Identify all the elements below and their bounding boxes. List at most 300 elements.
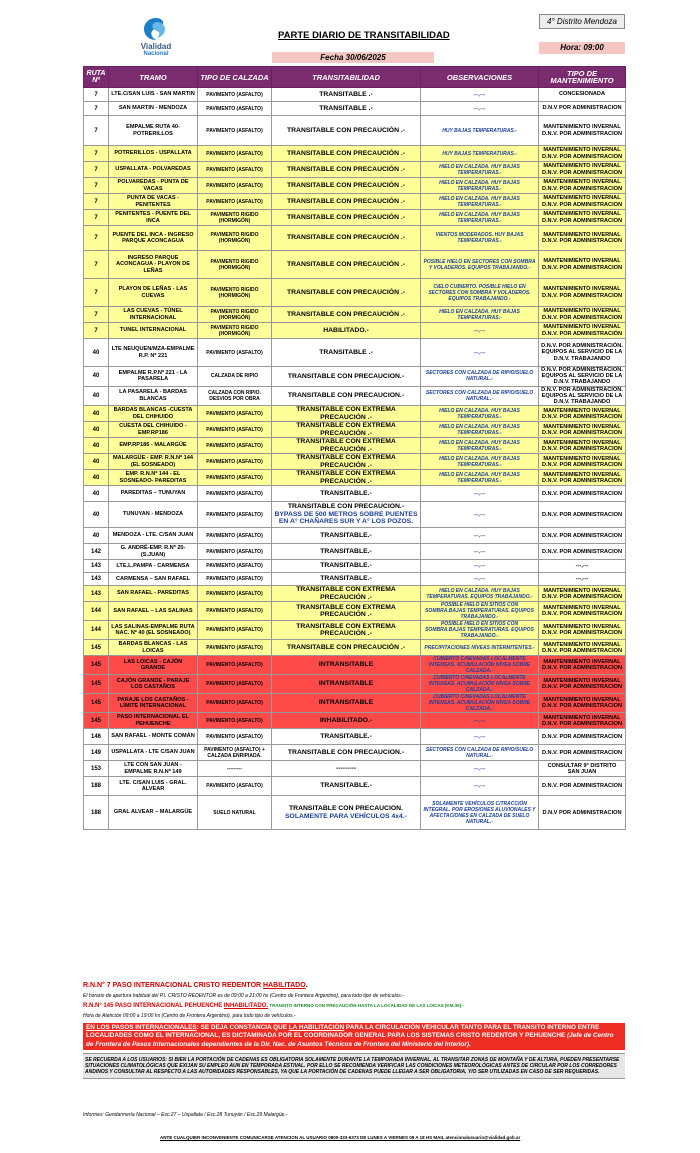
cell-transitabilidad-text: TRANSITABLE.- xyxy=(320,782,372,790)
cell-calzada xyxy=(198,502,272,528)
cell-transitabilidad xyxy=(272,729,421,745)
cell-calzada xyxy=(198,573,272,586)
cell-transitabilidad xyxy=(272,621,421,640)
cell-mantenimiento xyxy=(539,178,626,194)
cell-observaciones-text: ---,--- xyxy=(473,765,486,772)
cell-transitabilidad-text: TRANSITABLE CON EXTREMA PRECAUCIÓN .- xyxy=(296,454,396,469)
cell-mantenimiento-text: MANTENIMIENTO INVERNAL D.N.V. POR ADMINISTRACION xyxy=(541,471,623,484)
cell-observaciones-text: SECTORES CON CALZADA DE RIPIO/SUELO NATURAL.- xyxy=(425,389,534,402)
table-row xyxy=(84,323,626,339)
cell-tramo xyxy=(109,323,198,339)
cell-observaciones-text: HUY BAJAS TEMPERATURAS.- xyxy=(442,150,517,157)
cell-tramo-text: G. ANDRÉ-EMP. R.Nº 20-(S.JUAN) xyxy=(120,545,186,558)
cell-observaciones xyxy=(421,251,539,279)
cell-observaciones xyxy=(421,745,539,761)
cell-tramo xyxy=(109,146,198,162)
cell-calzada xyxy=(198,454,272,470)
cell-ruta xyxy=(84,162,109,178)
cell-tramo xyxy=(109,226,198,251)
cell-observaciones-text: ---,--- xyxy=(473,349,486,356)
cell-mantenimiento-text: D.N.V. POR ADMINISTRACION xyxy=(541,532,623,539)
cell-calzada-text: PAVIMENTO (ASFALTO) xyxy=(206,590,263,597)
column-header-tramo: TRAMO xyxy=(109,67,198,88)
transitability-table xyxy=(83,66,626,830)
cell-calzada-text: PAVIMENTO RIGIDO (HORMIGÓN) xyxy=(210,258,259,271)
cell-mantenimiento xyxy=(539,675,626,694)
cell-observaciones-text: ---,--- xyxy=(473,490,486,497)
international-passes-notice xyxy=(83,1023,625,1050)
cell-mantenimiento xyxy=(539,486,626,502)
cell-calzada-text: PAVIMENTO (ASFALTO) xyxy=(206,105,263,112)
cell-mantenimiento-text: MANTENIMIENTO INVERNAL D.N.V. POR ADMINISTRACION xyxy=(541,231,623,244)
cell-transitabilidad-text: TRANSITABLE CON PRECAUCION. xyxy=(289,805,403,813)
cell-calzada xyxy=(198,194,272,210)
cell-mantenimiento xyxy=(539,470,626,486)
cell-mantenimiento-text: MANTENIMIENTO INVERNAL D.N.V. POR ADMINISTRACION xyxy=(541,659,623,672)
cell-ruta xyxy=(84,307,109,323)
cell-mantenimiento-text: D.N.V POR ADMINISTRACION xyxy=(542,809,622,816)
district-label: 4° Distrito Mendoza xyxy=(539,14,625,29)
cell-observaciones xyxy=(421,528,539,544)
cell-transitabilidad-text: TRANSITABLE CON EXTREMA PRECAUCIÓN .- xyxy=(296,438,396,453)
cell-transitabilidad-text: TRANSITABLE CON PRECAUCIÓN .- xyxy=(286,260,406,268)
table-row xyxy=(84,422,626,438)
cell-tramo-text: SAN RAFAEL - PAREDITAS xyxy=(116,590,190,597)
note-status: INHABILITADO. xyxy=(223,1003,269,1009)
cell-calzada xyxy=(198,694,272,713)
cell-calzada xyxy=(198,796,272,830)
cell-ruta-text: 40 xyxy=(92,490,100,497)
cell-ruta xyxy=(84,486,109,502)
cell-tramo xyxy=(109,386,198,406)
cell-calzada-text: --------- xyxy=(227,765,242,772)
cell-mantenimiento xyxy=(539,339,626,367)
cell-tramo-text: CARMENSA – SAN RAFAEL xyxy=(115,575,191,582)
cell-transitabilidad xyxy=(272,745,421,761)
cell-tramo xyxy=(109,116,198,146)
cell-calzada xyxy=(198,251,272,279)
cell-transitabilidad xyxy=(272,386,421,406)
table-row xyxy=(84,226,626,251)
report-date: Fecha 30/06/2025 xyxy=(272,52,434,63)
cell-observaciones xyxy=(421,116,539,146)
cell-ruta xyxy=(84,251,109,279)
cell-observaciones-text: ---,--- xyxy=(473,548,486,555)
column-header-mantenimiento: TIPO DE MANTENIMIENTO xyxy=(539,67,626,88)
cell-ruta xyxy=(84,146,109,162)
cell-mantenimiento-text: D.N.V. POR ADMINISTRACION xyxy=(541,749,623,756)
cell-tramo-text: LTE NEUQUEN/MZA-EMPALME R.P. Nº 221 xyxy=(111,346,195,359)
column-header-transitabilidad: TRANSITABILIDAD xyxy=(272,67,421,88)
cell-mantenimiento-text: MANTENIMIENTO INVERNAL D.N.V. POR ADMINISTRACION xyxy=(541,641,623,654)
cell-calzada-text: PAVIMENTO RIGIDO (HORMIGÓN) xyxy=(210,324,259,337)
cell-calzada xyxy=(198,422,272,438)
table-row xyxy=(84,339,626,367)
cell-calzada-text: PAVIMENTO (ASFALTO) + CALZADA ENRIPIADA. xyxy=(204,746,265,759)
cell-mantenimiento-text: MANTENIMIENTO INVERNAL D.N.V. POR ADMINISTRACION xyxy=(541,258,623,271)
cell-observaciones xyxy=(421,602,539,621)
cell-observaciones-text: SOLAMENTE VEHÍCULOS C/TRACCIÓN INTEGRAL. POR EROSIONES ALUVIONALES Y AFECTACIONES EN CALZADA DE SUELO NATURAL.- xyxy=(423,800,536,825)
cell-calzada xyxy=(198,777,272,796)
cell-transitabilidad-text: TRANSITABLE.- xyxy=(320,732,372,740)
cell-tramo-text: PARAJE LOS CASTAÑOS - LÍMITE INTERNACIONAL xyxy=(117,696,189,710)
cell-tramo xyxy=(109,210,198,226)
cell-transitabilidad xyxy=(272,88,421,102)
cell-observaciones xyxy=(421,729,539,745)
cell-mantenimiento-text: MANTENIMIENTO INVERNAL D.N.V. POR ADMINISTRACION xyxy=(541,195,623,208)
table-row xyxy=(84,116,626,146)
cell-tramo-text: PASO INTERNACIONAL EL PEHUENCHE xyxy=(117,714,189,727)
cell-observaciones-text: PRECIPITACIONES NÍVEAS INTERMITENTES.- xyxy=(424,644,535,651)
cell-calzada-text: PAVIMENTO (ASFALTO) xyxy=(206,700,263,707)
cell-mantenimiento xyxy=(539,116,626,146)
cell-observaciones-text: HIELO EN CALZADA. HUY BAJAS TEMPERATURAS.- xyxy=(439,407,520,420)
cell-tramo-text: MALARGÜE - EMP. R.N.Nº 144 (EL SOSNEADO) xyxy=(113,455,193,468)
cell-ruta xyxy=(84,178,109,194)
cell-transitabilidad xyxy=(272,146,421,162)
cell-mantenimiento-text: MANTENIMIENTO INVERNAL D.N.V. POR ADMINISTRACION xyxy=(541,163,623,176)
cell-mantenimiento xyxy=(539,406,626,422)
cell-mantenimiento xyxy=(539,729,626,745)
cell-transitabilidad-text: TRANSITABLE.- xyxy=(320,547,372,555)
cell-calzada xyxy=(198,586,272,602)
logo-subtitle: Nacional xyxy=(143,51,169,57)
cell-ruta-text: 145 xyxy=(90,644,101,651)
cell-calzada-text: PAVIMENTO (ASFALTO) xyxy=(206,166,263,173)
cell-tramo-text: EMP.RP186 - MALARGÜE xyxy=(119,442,187,449)
cell-transitabilidad xyxy=(272,573,421,586)
column-header-calzada: TIPO DE CALZADA xyxy=(198,67,272,88)
cell-mantenimiento xyxy=(539,386,626,406)
cell-transitabilidad xyxy=(272,279,421,307)
cell-tramo xyxy=(109,602,198,621)
cell-observaciones-text: SECTORES CON CALZADA DE RIPIO/SUELO NATURAL.- xyxy=(425,370,534,383)
cell-ruta-text: 7 xyxy=(94,289,98,296)
cell-transitabilidad xyxy=(272,528,421,544)
pehuenche-note xyxy=(83,1003,625,1009)
cell-calzada xyxy=(198,656,272,675)
cell-calzada-text: PAVIMENTO (ASFALTO) xyxy=(206,548,263,555)
cell-transitabilidad xyxy=(272,675,421,694)
cell-calzada xyxy=(198,560,272,573)
cell-ruta xyxy=(84,226,109,251)
table-row xyxy=(84,640,626,656)
cell-transitabilidad-text: INTRANSITABLE xyxy=(318,661,374,669)
cell-transitabilidad-text: INTRANSITABLE xyxy=(318,699,374,707)
cell-tramo xyxy=(109,438,198,454)
cell-ruta-text: 145 xyxy=(90,662,101,669)
cell-transitabilidad xyxy=(272,544,421,560)
cell-tramo-text: SAN RAFAEL – LAS SALINAS xyxy=(113,607,193,614)
cell-tramo xyxy=(109,502,198,528)
cell-transitabilidad xyxy=(272,406,421,422)
notes-section xyxy=(83,982,625,1079)
cell-calzada xyxy=(198,210,272,226)
cell-transitabilidad xyxy=(272,194,421,210)
cell-calzada-text: PAVIMENTO (ASFALTO) xyxy=(206,783,263,790)
cell-tramo xyxy=(109,102,198,116)
cell-mantenimiento xyxy=(539,194,626,210)
cell-observaciones xyxy=(421,777,539,796)
cell-transitabilidad xyxy=(272,307,421,323)
cell-ruta-text: 40 xyxy=(92,532,100,539)
cell-ruta xyxy=(84,777,109,796)
cell-mantenimiento-text: MANTENIMIENTO INVERNAL D.N.V. POR ADMINISTRACION xyxy=(541,605,623,618)
cell-ruta xyxy=(84,339,109,367)
cell-observaciones xyxy=(421,560,539,573)
cell-transitabilidad-text: TRANSITABLE.- xyxy=(320,531,372,539)
cell-calzada xyxy=(198,761,272,777)
cell-observaciones-text: ---,--- xyxy=(473,91,486,98)
cell-ruta-text: 40 xyxy=(92,426,100,433)
table-row xyxy=(84,694,626,713)
cell-tramo xyxy=(109,528,198,544)
cell-tramo-text: CAJÓN GRANDE - PARAJE LOS CASTAÑOS xyxy=(116,677,190,691)
cell-calzada xyxy=(198,102,272,116)
table-row xyxy=(84,713,626,729)
notice-text: PARA LA CIRCULACIÓN VEHICULAR TANTO PARA EL TRANSITO INTERNO ENTRE LOCALIDADES COMO EL INTERNACIONAL, ES DICTAMINADA POR EL COORDINADOR GENERAL PARA LOS SISTEMAS CRISTO REDENTOR Y PEHUENCHE xyxy=(86,1024,600,1040)
cell-mantenimiento-text: D.N.V. POR ADMINISTRACION xyxy=(541,733,623,740)
cell-tramo-text: SAN RAFAEL - MONTE COMÁN xyxy=(111,733,195,740)
cell-tramo xyxy=(109,713,198,729)
cell-transitabilidad xyxy=(272,438,421,454)
cell-mantenimiento-text: D.N.V. POR ADMINISTRACION xyxy=(541,548,623,555)
cell-observaciones-text: ---,--- xyxy=(473,327,486,334)
table-row xyxy=(84,386,626,406)
cell-observaciones xyxy=(421,713,539,729)
cell-transitabilidad xyxy=(272,251,421,279)
cell-observaciones-text: POSIBLE HIELO EN SITIOS CON SOMBRA.BAJAS TEMPERATURAS. EQUIPOS TRABAJANDO.- xyxy=(425,621,534,640)
cell-tramo-text: PENITENTES - PUENTE DEL INCA xyxy=(115,211,191,224)
cell-mantenimiento xyxy=(539,544,626,560)
cell-tramo-text: LAS LOICAS - CAJÓN GRANDE xyxy=(123,658,183,672)
cell-tramo-text: EMPALME RUTA 40- POTRERILLOS xyxy=(126,124,180,137)
cell-observaciones xyxy=(421,386,539,406)
cell-ruta-text: 145 xyxy=(90,717,101,724)
cell-tramo xyxy=(109,194,198,210)
table-row xyxy=(84,470,626,486)
cell-mantenimiento xyxy=(539,454,626,470)
cell-tramo-text: INGRESO PARQUE ACONCAGUA - PLAYON DE LEÑAS xyxy=(116,254,190,274)
cell-transitabilidad-text: TRANSITABLE CON PRECAUCION.- xyxy=(287,503,405,511)
cell-observaciones xyxy=(421,146,539,162)
cell-transitabilidad-text: TRANSITABLE CON PRECAUCIÓN .- xyxy=(286,197,406,205)
cell-transitabilidad xyxy=(272,777,421,796)
cell-observaciones-text: ---,--- xyxy=(473,511,486,518)
table-row xyxy=(84,367,626,387)
informes-line: Informes: Gendarmería Nacional – Esc.27 – Uspallata / Esc.28 Tunuyán / Esc.29 Malargüe.- xyxy=(83,1112,288,1118)
column-header-ruta: RUTA Nº xyxy=(84,67,109,88)
cell-calzada xyxy=(198,386,272,406)
cell-observaciones xyxy=(421,502,539,528)
cell-mantenimiento-text: MANTENIMIENTO INVERNAL D.N.V. POR ADMINISTRACION xyxy=(541,407,623,420)
cell-mantenimiento-text: MANTENIMIENTO INVERNAL D.N.V. POR ADMINISTRACION xyxy=(541,714,623,727)
cell-transitabilidad xyxy=(272,210,421,226)
cell-mantenimiento-text: MANTENIMIENTO INVERNAL D.N.V. POR ADMINISTRACION xyxy=(541,211,623,224)
cell-mantenimiento xyxy=(539,796,626,830)
transitabilidad-detail: SOLAMENTE PARA VEHÍCULOS 4x4.- xyxy=(285,812,407,820)
table-row xyxy=(84,307,626,323)
cell-transitabilidad-text: INHABILITADO.- xyxy=(319,716,373,724)
cell-calzada-text: PAVIMENTO (ASFALTO) xyxy=(206,127,263,134)
cell-tramo xyxy=(109,339,198,367)
page-header xyxy=(0,0,700,66)
cell-tramo xyxy=(109,777,198,796)
cell-transitabilidad-text: TRANSITABLE CON PRECAUCIÓN .- xyxy=(286,643,406,651)
cell-ruta xyxy=(84,675,109,694)
cell-transitabilidad-text: TRANSITABLE CON PRECAUCIÓN .- xyxy=(286,165,406,173)
cell-transitabilidad xyxy=(272,640,421,656)
cell-ruta-text: 7 xyxy=(94,198,98,205)
cell-ruta xyxy=(84,656,109,675)
cell-calzada-text: PAVIMENTO (ASFALTO) xyxy=(206,662,263,669)
cell-transitabilidad xyxy=(272,339,421,367)
cell-observaciones xyxy=(421,438,539,454)
cell-observaciones-text: HIELO EN CALZADA. HUY BAJAS TEMPERATURAS.- xyxy=(439,179,520,192)
cell-calzada-text: PAVIMENTO RIGIDO (HORMIGÓN) xyxy=(210,286,259,299)
cell-tramo xyxy=(109,656,198,675)
cell-observaciones-text: ---,--- xyxy=(473,733,486,740)
cell-tramo xyxy=(109,573,198,586)
cell-ruta xyxy=(84,694,109,713)
cell-tramo xyxy=(109,761,198,777)
cell-calzada-text: PAVIMENTO (ASFALTO) xyxy=(206,458,263,465)
cell-calzada xyxy=(198,602,272,621)
transitabilidad-detail: BYPASS DE 500 METROS SOBRE PUENTES EN A° CHAÑARES SUR Y A° LOS POZOS. xyxy=(274,510,418,526)
cell-mantenimiento-text: MANTENIMIENTO INVERNAL D.N.V. POR ADMINISTRACION xyxy=(541,308,623,321)
cell-observaciones-text: HIELO EN CALZADA. HUY BAJAS TEMPERATURAS.- xyxy=(439,423,520,436)
table-row xyxy=(84,279,626,307)
cell-ruta xyxy=(84,454,109,470)
cell-mantenimiento-text: D.N.V. POR ADMINISTRACIÓN. EQUIPOS AL SERVICIO DE LA D.N.V. TRABAJANDO xyxy=(541,367,623,386)
cell-transitabilidad-text: TRANSITABLE CON PRECAUCIÓN .- xyxy=(286,234,406,242)
cell-ruta xyxy=(84,640,109,656)
cell-transitabilidad xyxy=(272,102,421,116)
cell-observaciones-text: ---,--- xyxy=(473,717,486,724)
cell-ruta-text: 7 xyxy=(94,166,98,173)
cell-transitabilidad-text: TRANSITABLE CON EXTREMA PRECAUCIÓN .- xyxy=(296,406,396,421)
note-status: HABILITADO xyxy=(263,982,306,989)
cell-mantenimiento xyxy=(539,694,626,713)
cell-tramo xyxy=(109,307,198,323)
cristo-redentor-note xyxy=(83,982,625,989)
cell-calzada-text: PAVIMENTO (ASFALTO) xyxy=(206,474,263,481)
pehuenche-hours: Hora de Atención 09:00 a 19:00 hs (Centro de Frontera Argentino), para todo tipo de vehículos.- xyxy=(83,1013,296,1019)
cell-ruta xyxy=(84,438,109,454)
cell-calzada xyxy=(198,162,272,178)
cell-mantenimiento xyxy=(539,761,626,777)
cell-observaciones-text: HIELO EN CALZADA. HUY BAJAS TEMPERATURAS.- xyxy=(439,471,520,484)
table-row xyxy=(84,777,626,796)
cell-observaciones xyxy=(421,640,539,656)
cell-ruta-text: 7 xyxy=(94,214,98,221)
cell-calzada-text: PAVIMENTO (ASFALTO) xyxy=(206,608,263,615)
cell-calzada xyxy=(198,621,272,640)
cell-observaciones xyxy=(421,178,539,194)
cell-ruta xyxy=(84,367,109,387)
cell-calzada-text: PAVIMENTO (ASFALTO) xyxy=(206,198,263,205)
cell-calzada xyxy=(198,226,272,251)
cell-mantenimiento-text: D.N.V POR ADMINISTRACION xyxy=(542,105,622,112)
cell-transitabilidad xyxy=(272,694,421,713)
cell-observaciones xyxy=(421,307,539,323)
cell-calzada-text: PAVIMENTO (ASFALTO) xyxy=(206,717,263,724)
cell-ruta-text: 149 xyxy=(90,749,101,756)
cell-ruta xyxy=(84,102,109,116)
cell-ruta-text: 146 xyxy=(90,733,101,740)
cell-tramo xyxy=(109,640,198,656)
cell-ruta-text: 40 xyxy=(92,410,100,417)
cell-tramo-text: EMP. R.N.Nº 144 - EL SOSNEADO- PAREDITAS xyxy=(119,471,187,484)
cell-observaciones-text: POSIBLE HIELO EN SECTORES CON SOMBRA Y VOLADEROS. EQUIPOS TRABAJANDO.- xyxy=(423,258,536,271)
cell-ruta-text: 143 xyxy=(90,563,101,570)
cell-mantenimiento xyxy=(539,279,626,307)
table-row xyxy=(84,194,626,210)
cell-transitabilidad-text: TRANSITABLE CON PRECAUCIÓN .- xyxy=(286,149,406,157)
cell-ruta-text: 40 xyxy=(92,349,100,356)
cell-calzada-text: PAVIMENTO (ASFALTO) xyxy=(206,627,263,634)
cristo-redentor-hours: El horario de apertura habitual del P.I. CRISTO REDENTOR es de 09:00 a 21:00 hs (Centro de Frontera Argentino), para todo tipo de vehículos.- xyxy=(83,993,404,999)
cell-observaciones-text: CIELO CUBIERTO. POSIBLE HIELO EN SECTORES CON SOMBRA Y VOLADEROS. EQUIPOS TRABAJANDO.- xyxy=(428,283,531,302)
cell-observaciones xyxy=(421,573,539,586)
cell-ruta xyxy=(84,602,109,621)
cell-mantenimiento xyxy=(539,560,626,573)
cell-ruta xyxy=(84,528,109,544)
cell-transitabilidad-text: TRANSITABLE CON PRECAUCIÓN .- xyxy=(286,213,406,221)
cell-transitabilidad-text: TRANSITABLE CON EXTREMA PRECAUCIÓN .- xyxy=(296,622,396,638)
cell-transitabilidad-text: TRANSITABLE .- xyxy=(319,348,373,356)
cell-tramo-text: CUESTA DEL CHIHUIDO - EMP.RP186 xyxy=(119,423,187,436)
cell-observaciones xyxy=(421,88,539,102)
cell-tramo-text: TUNUYAN - MENDOZA xyxy=(122,511,184,518)
cell-tramo-text: LTE. C/SAN LUIS - GRAL. ALVEAR xyxy=(119,779,187,793)
table-row xyxy=(84,602,626,621)
table-row xyxy=(84,729,626,745)
cell-observaciones-text: SECTORES CON CALZADA DE RIPIO/SUELO NATURAL.- xyxy=(425,746,534,759)
cell-ruta xyxy=(84,323,109,339)
vialidad-logo-icon xyxy=(141,16,171,42)
cell-mantenimiento xyxy=(539,640,626,656)
cell-ruta-text: 145 xyxy=(90,681,101,688)
cell-tramo-text: LAS CUEVAS - TÚNEL INTERNACIONAL xyxy=(123,308,183,321)
table-row xyxy=(84,573,626,586)
cell-mantenimiento-text: D.N.V. POR ADMINISTRACIÓN. EQUIPOS AL SERVICIO DE LA D.N.V. TRABAJANDO xyxy=(541,386,623,406)
cell-tramo xyxy=(109,251,198,279)
cell-tramo-text: EMPALME R.P.Nº 221 - LA PASARELA xyxy=(118,369,188,383)
cell-ruta-text: 145 xyxy=(90,700,101,707)
table-row xyxy=(84,621,626,640)
cell-ruta-text: 40 xyxy=(92,511,100,518)
cell-ruta xyxy=(84,761,109,777)
cell-observaciones-text: HIELO EN CALZADA. HUY BAJAS TEMPERATURAS.- xyxy=(439,211,520,224)
cell-observaciones-text: HIELO EN CALZADA. HUY BAJAS TEMPERATURAS.- xyxy=(439,195,520,208)
cell-transitabilidad-text: TRANSITABLE CON PRECAUCION.- xyxy=(287,392,405,400)
cell-transitabilidad xyxy=(272,796,421,830)
cell-ruta-text: 7 xyxy=(94,91,98,98)
cell-mantenimiento xyxy=(539,102,626,116)
cell-tramo xyxy=(109,406,198,422)
table-row xyxy=(84,656,626,675)
cell-tramo xyxy=(109,422,198,438)
cell-mantenimiento xyxy=(539,251,626,279)
cell-mantenimiento-text: MANTENIMIENTO INVERNAL D.N.V. POR ADMINISTRACION xyxy=(541,587,623,600)
cell-observaciones-text: ---,--- xyxy=(473,563,486,570)
cell-ruta xyxy=(84,470,109,486)
table-row xyxy=(84,102,626,116)
cell-calzada-text: PAVIMENTO (ASFALTO) xyxy=(206,91,263,98)
cell-ruta-text: 188 xyxy=(90,809,101,816)
cell-transitabilidad-text: TRANSITABLE CON PRECAUCION.- xyxy=(287,372,405,380)
